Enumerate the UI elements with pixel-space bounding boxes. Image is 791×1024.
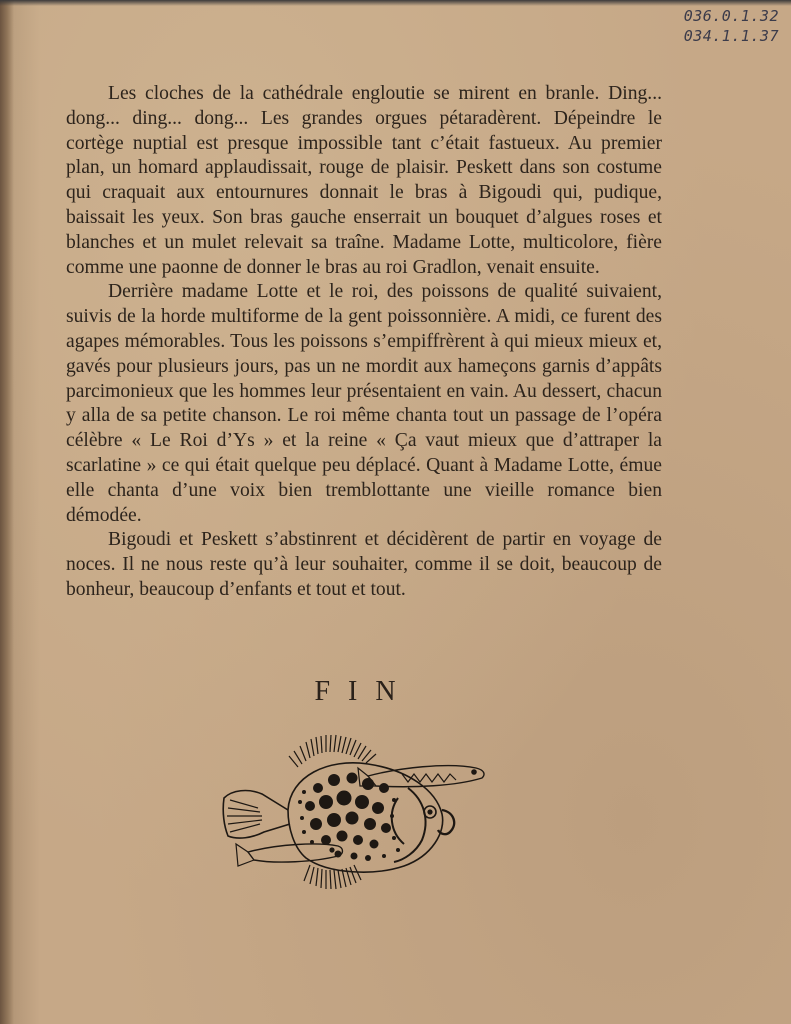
top-fin-rays-icon <box>289 735 376 767</box>
catalog-number-line-2: 034.1.1.37 <box>683 27 779 45</box>
page-top-edge <box>0 0 791 6</box>
paragraph-2: Derrière madame Lotte et le roi, des poissons de qualité suivaient, suivis de la horde multiforme de la gent poissonnière. A midi, ce furent des agapes mémorables. Tous les poissons s’empiffrèrent à qui mieux mieux et, gavés pour plusieurs jours, pas un ne mordit aux hameçons garnis d’appâts parcimonieux que les hommes leur présentaient en vain. Au dessert, chacun y alla de sa petite chanson. Le roi même chanta tout un passage de l’opéra célèbre « Le Roi d’Ys » et la reine « Ça vaut mieux que d’attraper la scarlatine » ce qui était quelque peu déplacé. Quant à Madame Lotte, émue elle chanta d’une voix bien tremblottante une vieille romance bien démodée. <box>66 281 662 526</box>
ending-title: FIN <box>314 676 414 707</box>
fish-group-icon <box>218 728 490 896</box>
fish-spots-icon <box>298 773 400 862</box>
paragraph-3: Bigoudi et Peskett s’abstinrent et décidèrent de partir en voyage de noces. Il ne nous reste qu’à leur souhaiter, comme il se doit, beaucoup de bonheur, beaucoup d’enfants et tout et tout. <box>66 529 662 600</box>
catalog-number-line-1: 036.0.1.32 <box>683 7 779 25</box>
small-fish-bottom <box>248 844 343 862</box>
story-text <box>66 82 662 603</box>
page-binding-edge <box>0 0 14 1024</box>
catalog-number <box>684 6 779 46</box>
paragraph-1: Les cloches de la cathédrale engloutie se mirent en branle. Ding... dong... ding... dong... Les grandes orgues pétaradèrent. Dépeindre le cortège nuptial est presque impossible tant c’était fastueux. Au premier plan, un homard applaudissait, rouge de plaisir. Peskett dans son costume qui craquait aux entournures donnait le bras à Bigoudi qui, pudique, baissait les yeux. Son bras gauche enserrait un bouquet d’algues roses et blanches et un mulet relevait sa traîne. Madame Lotte, multicolore, fière comme une paonne de donner le bras au roi Gradlon, venait ensuite. <box>66 83 662 278</box>
